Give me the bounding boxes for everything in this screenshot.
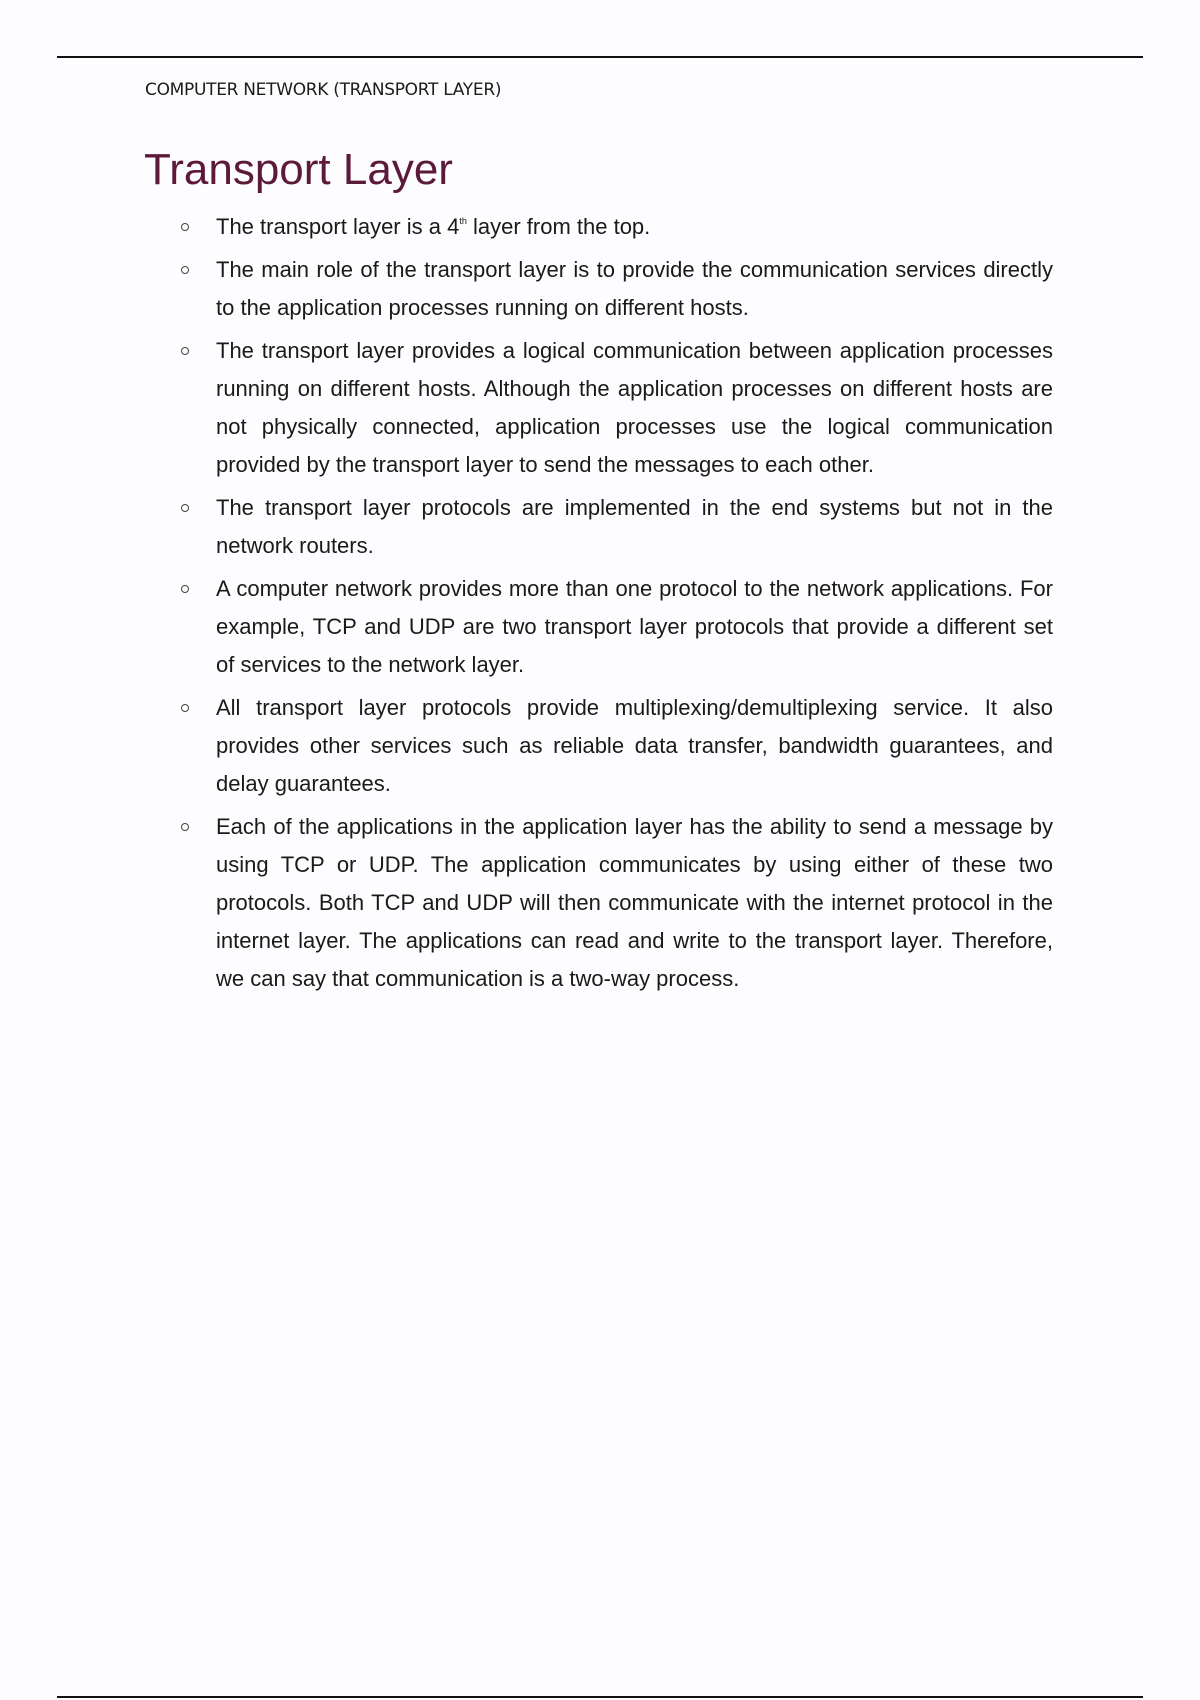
bullet-text: [216, 208, 1053, 246]
footer-rule: [57, 1696, 1143, 1698]
header-rule: [57, 56, 1143, 58]
hollow-circle-bullet-icon: [181, 266, 189, 274]
hollow-circle-bullet-icon: [181, 347, 189, 355]
list-item: [0, 689, 1200, 803]
bullet-list: [0, 208, 1200, 1003]
bullet-text: The transport layer protocols are implemented in the end systems but not in the network routers.: [216, 495, 1053, 558]
list-item: [0, 489, 1200, 565]
list-item: [0, 570, 1200, 684]
hollow-circle-bullet-icon: [181, 704, 189, 712]
bullet-text: The transport layer provides a logical communication between application processes running on different hosts. Although the application processes on different hosts are not physically connected, application processes use the logical communication provided by the transport layer to send the messages to each other.: [216, 338, 1053, 477]
bullet-text-after: layer from the top.: [466, 214, 651, 239]
list-item: [0, 251, 1200, 327]
running-header: COMPUTER NETWORK (TRANSPORT LAYER): [145, 80, 502, 100]
bullet-text: Each of the applications in the application layer has the ability to send a message by using TCP or UDP. The application communicates by using either of these two protocols. Both TCP and UDP will then communicate with the internet protocol in the internet layer. The applications can read and write to the transport layer. Therefore, we can say that communication is a two-way process.: [216, 814, 1053, 991]
hollow-circle-bullet-icon: [181, 585, 189, 593]
ordinal-superscript: th: [459, 216, 467, 226]
list-item: [0, 808, 1200, 998]
list-item: [0, 332, 1200, 484]
list-item: [0, 208, 1200, 246]
bullet-text: All transport layer protocols provide multiplexing/demultiplexing service. It also provides other services such as reliable data transfer, bandwidth guarantees, and delay guarantees.: [216, 695, 1053, 796]
hollow-circle-bullet-icon: [181, 504, 189, 512]
hollow-circle-bullet-icon: [181, 823, 189, 831]
bullet-text: A computer network provides more than one protocol to the network applications. For example, TCP and UDP are two transport layer protocols that provide a different set of services to the network layer.: [216, 576, 1053, 677]
bullet-text-before: The transport layer is a 4: [216, 214, 460, 239]
hollow-circle-bullet-icon: [181, 223, 189, 231]
page-title: Transport Layer: [144, 145, 453, 194]
bullet-text: The main role of the transport layer is to provide the communication services directly to the application processes running on different hosts.: [216, 257, 1053, 320]
